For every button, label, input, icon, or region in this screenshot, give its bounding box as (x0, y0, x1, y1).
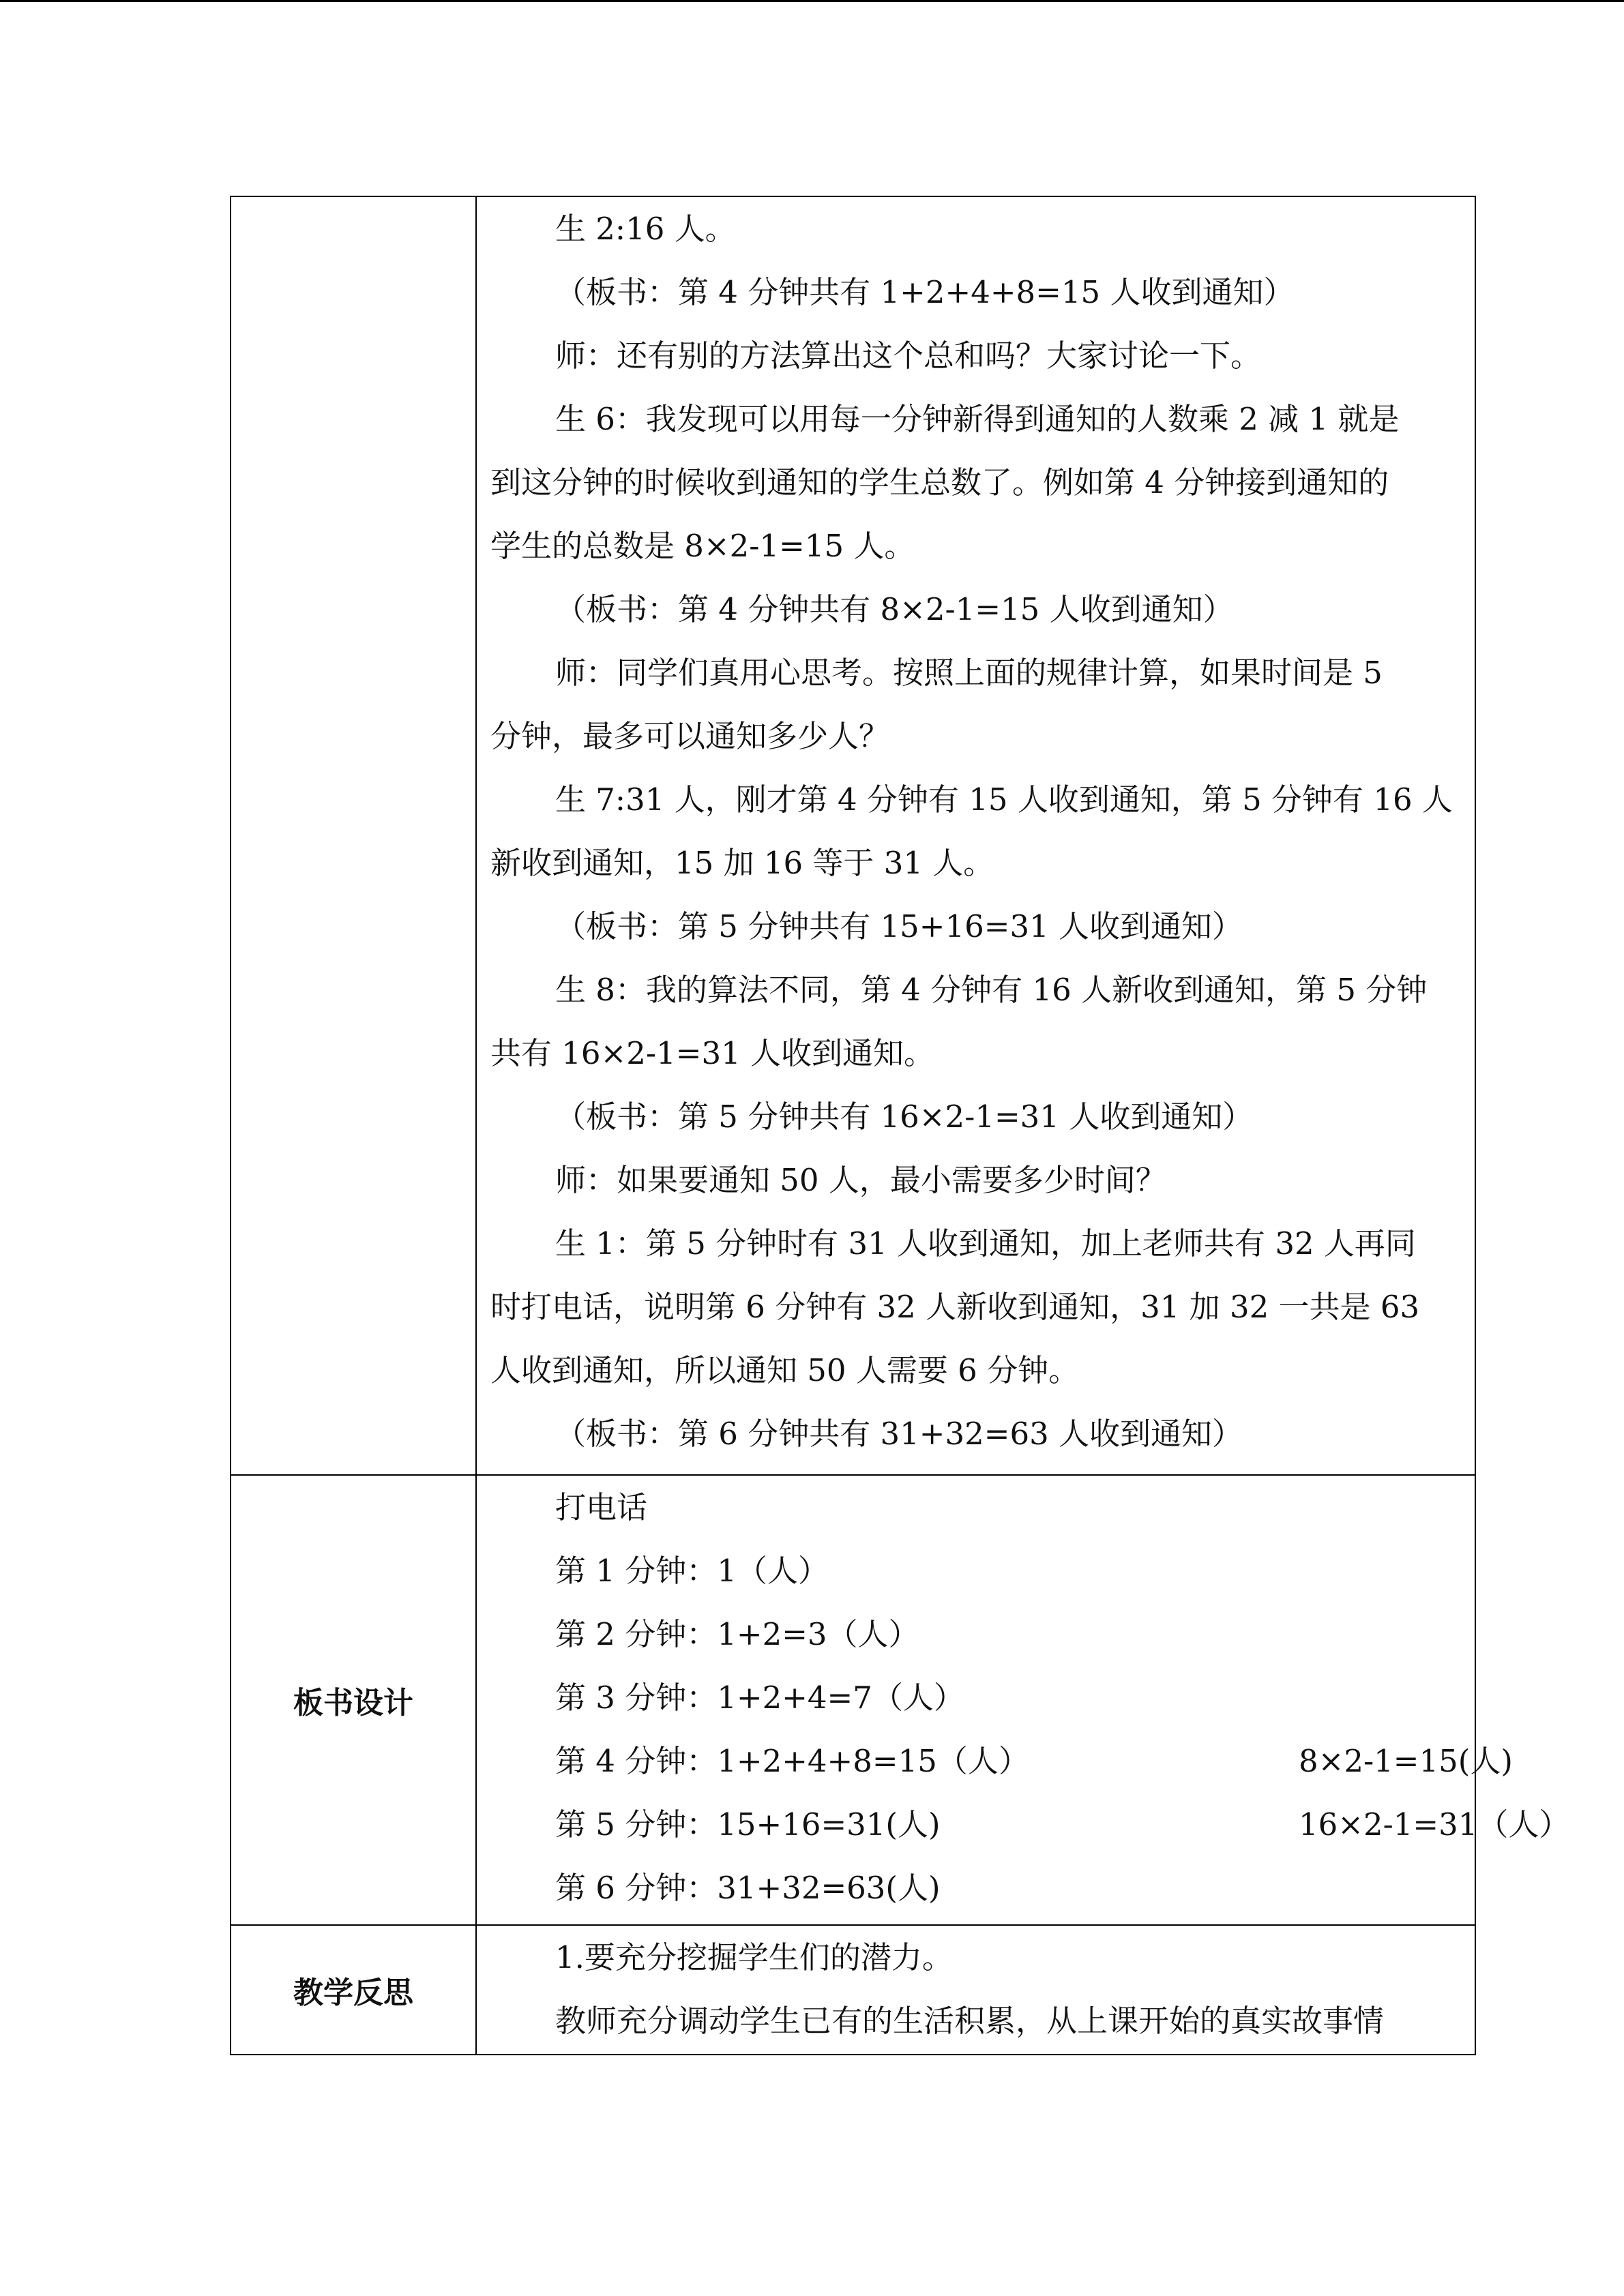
process-row (231, 196, 1475, 1475)
blackboard-line-left: 第 3 分钟：1+2+4=7（人） (555, 1680, 964, 1716)
dialogue-line: 生 2:16 人。 (555, 211, 736, 247)
dialogue-line: 学生的总数是 8×2-1=15 人。 (490, 528, 915, 564)
blackboard-line (490, 1729, 1513, 1793)
blackboard-line-right: 16×2-1=31（人） (1299, 1806, 1570, 1843)
dialogue-line: 到这分钟的时候收到通知的学生总数了。例如第 4 分钟接到通知的 (490, 464, 1389, 501)
dialogue-line: 生 6：我发现可以用每一分钟新得到通知的人数乘 2 减 1 就是 (555, 401, 1400, 437)
dialogue-line: 时打电话，说明第 6 分钟有 32 人新收到通知，31 加 32 一共是 63 (490, 1289, 1420, 1325)
blackboard-design-content (476, 1475, 1570, 1925)
dialogue-line: 师：同学们真用心思考。按照上面的规律计算，如果时间是 5 (555, 655, 1383, 691)
blackboard-note: （板书：第 5 分钟共有 15+16=31 人收到通知） (555, 908, 1243, 944)
dialogue-line: 人收到通知，所以通知 50 人需要 6 分钟。 (490, 1352, 1080, 1388)
blackboard-line (490, 1666, 1462, 1729)
blackboard-note: （板书：第 4 分钟共有 8×2-1=15 人收到通知） (555, 591, 1234, 627)
blackboard-line (490, 1856, 1462, 1920)
reflection-row (231, 1925, 1475, 2055)
reflection-line: 1.要充分挖掘学生们的潜力。 (555, 1939, 953, 1976)
dialogue-line: 共有 16×2-1=31 人收到通知。 (490, 1035, 935, 1071)
reflection-content (476, 1925, 1475, 2055)
dialogue-line: 分钟，最多可以通知多少人？ (490, 718, 890, 754)
blackboard-line (490, 1539, 1462, 1602)
reflection-label: 教学反思 (231, 1925, 476, 2055)
blackboard-design-label: 板书设计 (231, 1475, 476, 1925)
dialogue-line: 师：如果要通知 50 人，最小需要多少时间？ (555, 1162, 1166, 1198)
dialogue-line: 新收到通知，15 加 16 等于 31 人。 (490, 845, 994, 881)
blackboard-line-left: 第 4 分钟：1+2+4+8=15（人） (555, 1743, 1029, 1779)
process-label-cell (231, 196, 476, 1475)
blackboard-line (490, 1793, 1570, 1856)
blackboard-design-row (231, 1475, 1475, 1925)
dialogue-line: 生 7:31 人，刚才第 4 分钟有 15 人收到通知，第 5 分钟有 16 人 (555, 781, 1453, 818)
page-top-border (0, 0, 1624, 2)
blackboard-line-left: 第 1 分钟：1（人） (555, 1553, 829, 1589)
dialogue-line: 生 8：我的算法不同，第 4 分钟有 16 人新收到通知，第 5 分钟 (555, 972, 1428, 1008)
dialogue-line: 生 1：第 5 分钟时有 31 人收到通知，加上老师共有 32 人再同 (555, 1225, 1416, 1262)
blackboard-note: （板书：第 4 分钟共有 1+2+4+8=15 人收到通知） (555, 274, 1295, 310)
blackboard-title: 打电话 (555, 1489, 648, 1525)
lesson-plan-table (230, 196, 1570, 2055)
blackboard-line-left: 第 6 分钟：31+32=63(人) (555, 1870, 941, 1906)
blackboard-note: （板书：第 6 分钟共有 31+32=63 人收到通知） (555, 1416, 1243, 1452)
blackboard-note: （板书：第 5 分钟共有 16×2-1=31 人收到通知） (555, 1099, 1254, 1135)
process-content-cell (476, 196, 1475, 1475)
blackboard-line-right: 8×2-1=15(人) (1299, 1743, 1513, 1779)
dialogue-line: 师：还有别的方法算出这个总和吗？大家讨论一下。 (555, 338, 1262, 374)
reflection-line: 教师充分调动学生已有的生活积累，从上课开始的真实故事情 (555, 2003, 1385, 2039)
blackboard-line-left: 第 5 分钟：15+16=31(人) (555, 1806, 941, 1843)
blackboard-line (490, 1602, 1462, 1666)
blackboard-line-left: 第 2 分钟：1+2=3（人） (555, 1616, 919, 1652)
